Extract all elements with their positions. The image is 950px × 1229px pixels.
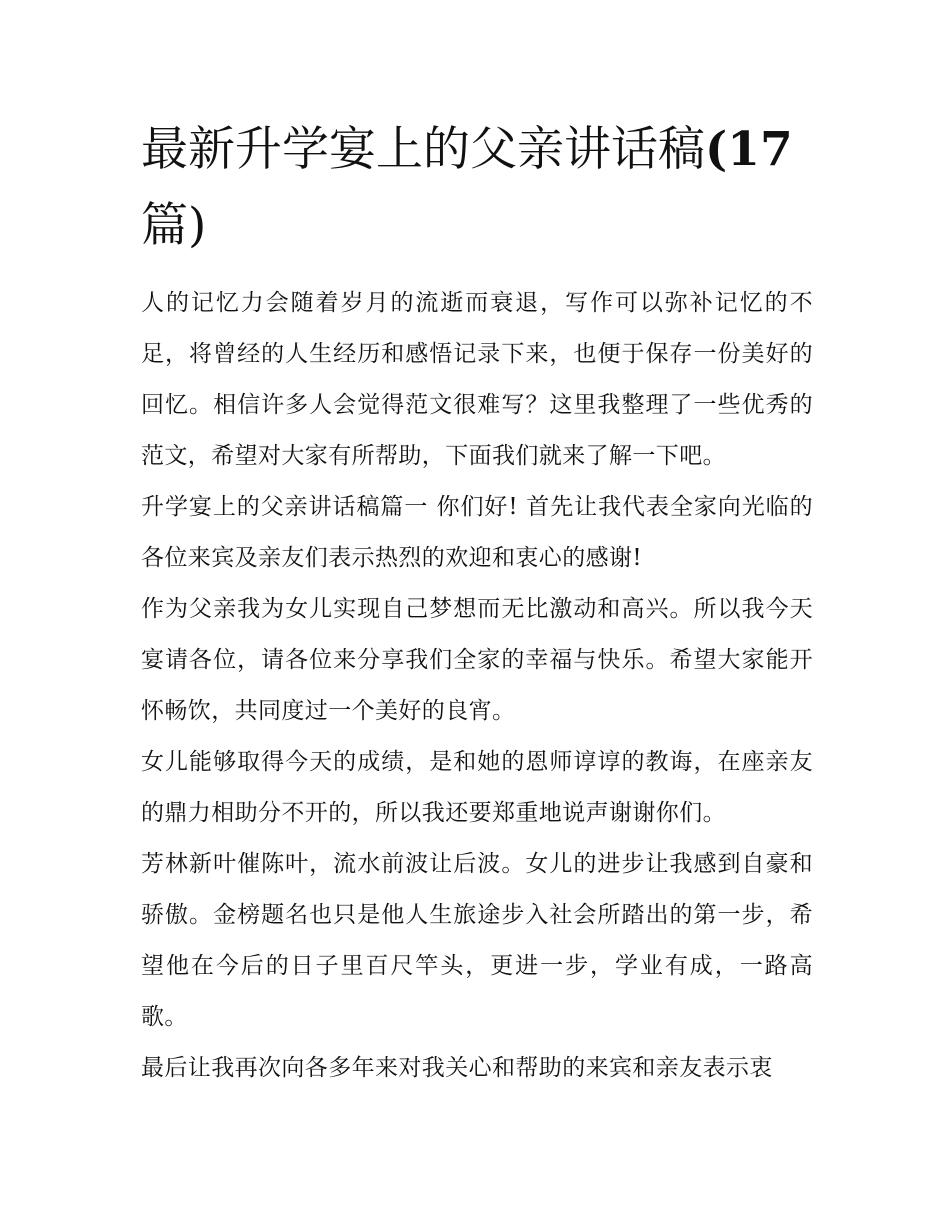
document-page xyxy=(141,112,813,1094)
title-main: 最新升学宴上的父亲讲话稿 xyxy=(141,122,705,177)
body-paragraph-closing: 最后让我再次向各多年来对我关心和帮助的来宾和亲友表示衷 xyxy=(141,1055,773,1081)
body-paragraph-greeting: 升学宴上的父亲讲话稿篇一 你们好! 首先让我代表全家向光临的各位来宾及亲友们表示热烈的欢迎和衷心的感谢! xyxy=(141,494,813,571)
body-paragraph-pride: 作为父亲我为女儿实现自己梦想而无比激动和高兴。所以我今天宴请各位，请各位来分享我们全家的幸福与快乐。希望大家能开怀畅饮，共同度过一个美好的良宵。 xyxy=(141,596,813,724)
intro-paragraph: 人的记忆力会随着岁月的流逝而衰退，写作可以弥补记忆的不足，将曾经的人生经历和感悟记录下来，也便于保存一份美好的回忆。相信许多人会觉得范文很难写？这里我整理了一些优秀的范文，希望对大家有所帮助，下面我们就来了解一下吧。 xyxy=(141,290,813,469)
body-paragraph-thanks: 女儿能够取得今天的成绩，是和她的恩师谆谆的教诲，在座亲友的鼎力相助分不开的，所以我还要郑重地说声谢谢你们。 xyxy=(141,749,813,826)
title-paren-open: ( xyxy=(705,122,728,177)
body-paragraph-wishes: 芳林新叶催陈叶，流水前波让后波。女儿的进步让我感到自豪和骄傲。金榜题名也只是他人生旅途步入社会所踏出的第一步，希望他在今后的日子里百尺竿头，更进一步，学业有成，一路高歌。 xyxy=(141,851,813,1030)
title-suffix: 篇) xyxy=(141,198,207,253)
document-title xyxy=(141,112,813,264)
title-count: 17 xyxy=(727,122,793,177)
